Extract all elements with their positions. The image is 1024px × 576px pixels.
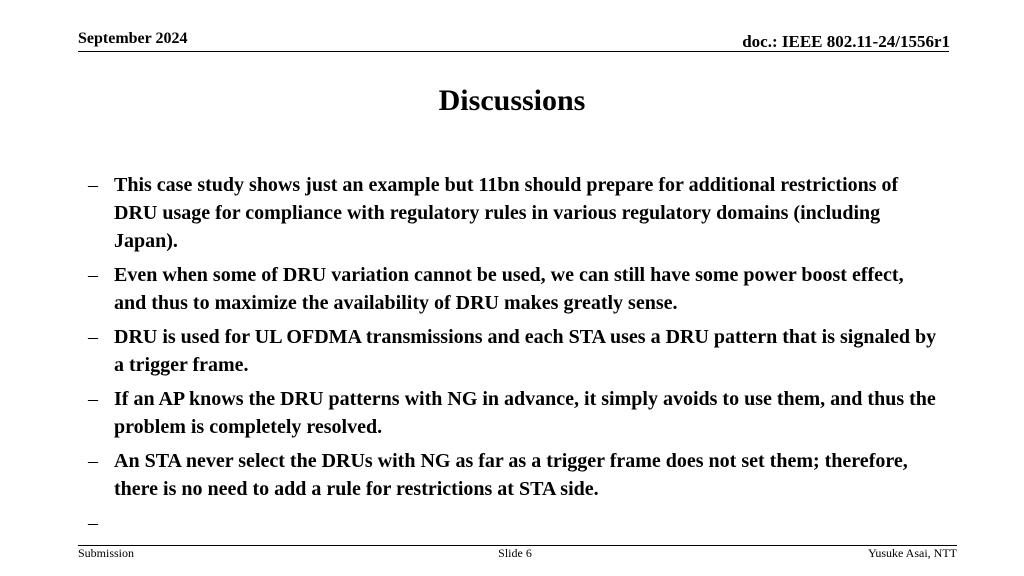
footer-author: Yusuke Asai, NTT — [868, 546, 957, 560]
bullet-item — [88, 323, 938, 379]
bullet-text: Even when some of DRU variation cannot be used, we can still have some power boost effect, and thus to maximize the availability of DRU makes greatly sense. — [114, 264, 904, 314]
bullet-dash: – — [88, 388, 98, 410]
bullet-item — [88, 385, 938, 441]
bullet-dash: – — [88, 512, 98, 534]
bullet-item — [88, 447, 938, 503]
bullet-item — [88, 171, 938, 255]
bullet-list — [88, 171, 938, 543]
bullet-text: An STA never select the DRUs with NG as far as a trigger frame does not set them; therefore, there is no need to add a rule for restrictions at STA side. — [114, 450, 908, 500]
header-date: September 2024 — [78, 30, 188, 47]
bullet-item — [88, 261, 938, 317]
header-rule — [78, 51, 949, 52]
bullet-dash: – — [88, 174, 98, 196]
header-doc-id: doc.: IEEE 802.11-24/1556r1 — [742, 32, 950, 51]
footer-slide-number: Slide 6 — [498, 546, 532, 560]
bullet-text: DRU is used for UL OFDMA transmissions and each STA uses a DRU pattern that is signaled by a trigger frame. — [114, 326, 937, 376]
bullet-dash: – — [88, 450, 98, 472]
bullet-item-empty — [88, 509, 938, 537]
bullet-dash: – — [88, 264, 98, 286]
slide-title: Discussions — [438, 84, 586, 117]
bullet-dash: – — [88, 326, 98, 348]
footer-submission: Submission — [78, 546, 135, 560]
bullet-text: If an AP knows the DRU patterns with NG in advance, it simply avoids to use them, and thus the problem is completely resolved. — [114, 388, 936, 438]
bullet-text: This case study shows just an example but 11bn should prepare for additional restrictions of DRU usage for compliance with regulatory rules in various regulatory domains (including Japan). — [114, 174, 899, 252]
